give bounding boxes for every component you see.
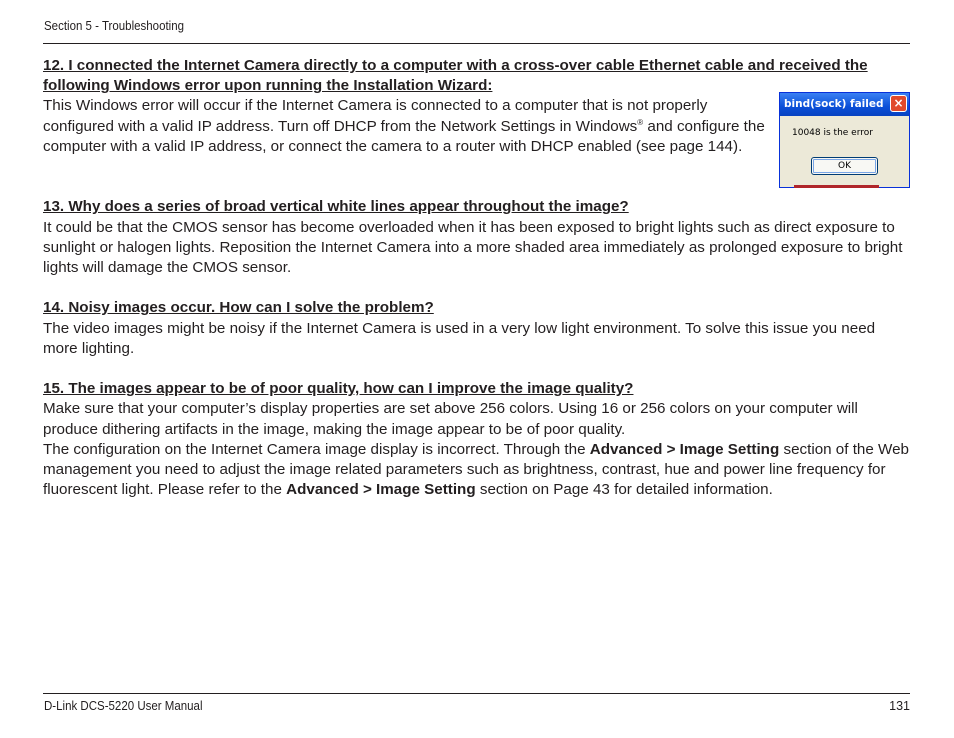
- question-15-answer-2: [43, 440, 911, 501]
- footer-divider: [43, 693, 910, 694]
- answer-15-text-a: The configuration on the Internet Camera image display is incorrect. Through the: [43, 440, 590, 458]
- close-icon: ×: [890, 95, 907, 112]
- ok-button: OK: [811, 157, 878, 175]
- answer-12-text-b: and configure the computer with a valid IP address, or connect the camera to a router with DHCP enabled (see page 144).: [43, 117, 765, 155]
- question-14-heading: 14. Noisy images occur. How can I solve the problem?: [43, 299, 434, 317]
- header-divider: [43, 43, 910, 44]
- dialog-bottom-strip: [794, 185, 879, 188]
- registered-mark: ®: [637, 117, 644, 127]
- spacer: [43, 359, 911, 379]
- question-15-answer-1: Make sure that your computer’s display properties are set above 256 colors. Using 16 or 256 colors on your computer will produce dithering artifacts in the image, making the image appear to be of poor quality.: [43, 400, 858, 438]
- dialog-title: bind(sock) failed: [784, 98, 884, 110]
- answer-12-text-a: This Windows error will occur if the Internet Camera is connected to a computer that is not properly configured with a valid IP address. Turn off DHCP from the Network Settings in Windows: [43, 97, 708, 135]
- question-13-answer: It could be that the CMOS sensor has become overloaded when it has been exposed to bright lights such as direct exposure to sunlight or halogen lights. Reposition the Internet Camera into a more shaded area immediately as prolonged exposure to bright lights will damage the CMOS sensor.: [43, 218, 903, 277]
- dialog-titlebar: [780, 93, 909, 116]
- footer-manual-title: D-Link DCS-5220 User Manual: [44, 699, 203, 713]
- question-14-answer: The video images might be noisy if the Internet Camera is used in a very low light environment. To solve this issue you need more lighting.: [43, 319, 876, 357]
- menu-path-image-setting-2: Advanced > Image Setting: [286, 481, 476, 499]
- section-header: Section 5 - Troubleshooting: [44, 19, 185, 33]
- question-12-heading: 12. I connected the Internet Camera directly to a computer with a cross-over cable Ethernet cable and received the following Windows error upon running the Installation Wizard:: [43, 57, 868, 95]
- page-number: 131: [889, 699, 910, 713]
- question-12-answer: [43, 96, 778, 157]
- question-15-heading: 15. The images appear to be of poor quality, how can I improve the image quality?: [43, 380, 634, 398]
- answer-15-text-c: section of the Web management you need to adjust the image related parameters such as brightness, contrast, hue and power line frequency for fluorescent light. Please refer to the: [43, 440, 909, 499]
- question-13-heading: 13. Why does a series of broad vertical white lines appear throughout the image?: [43, 198, 629, 216]
- answer-15-text-d: section on Page 43 for detailed information.: [475, 481, 773, 499]
- spacer: [43, 278, 911, 298]
- error-dialog-screenshot: [779, 92, 910, 188]
- menu-path-image-setting: Advanced > Image Setting: [589, 440, 780, 458]
- dialog-message: 10048 is the error: [792, 128, 873, 138]
